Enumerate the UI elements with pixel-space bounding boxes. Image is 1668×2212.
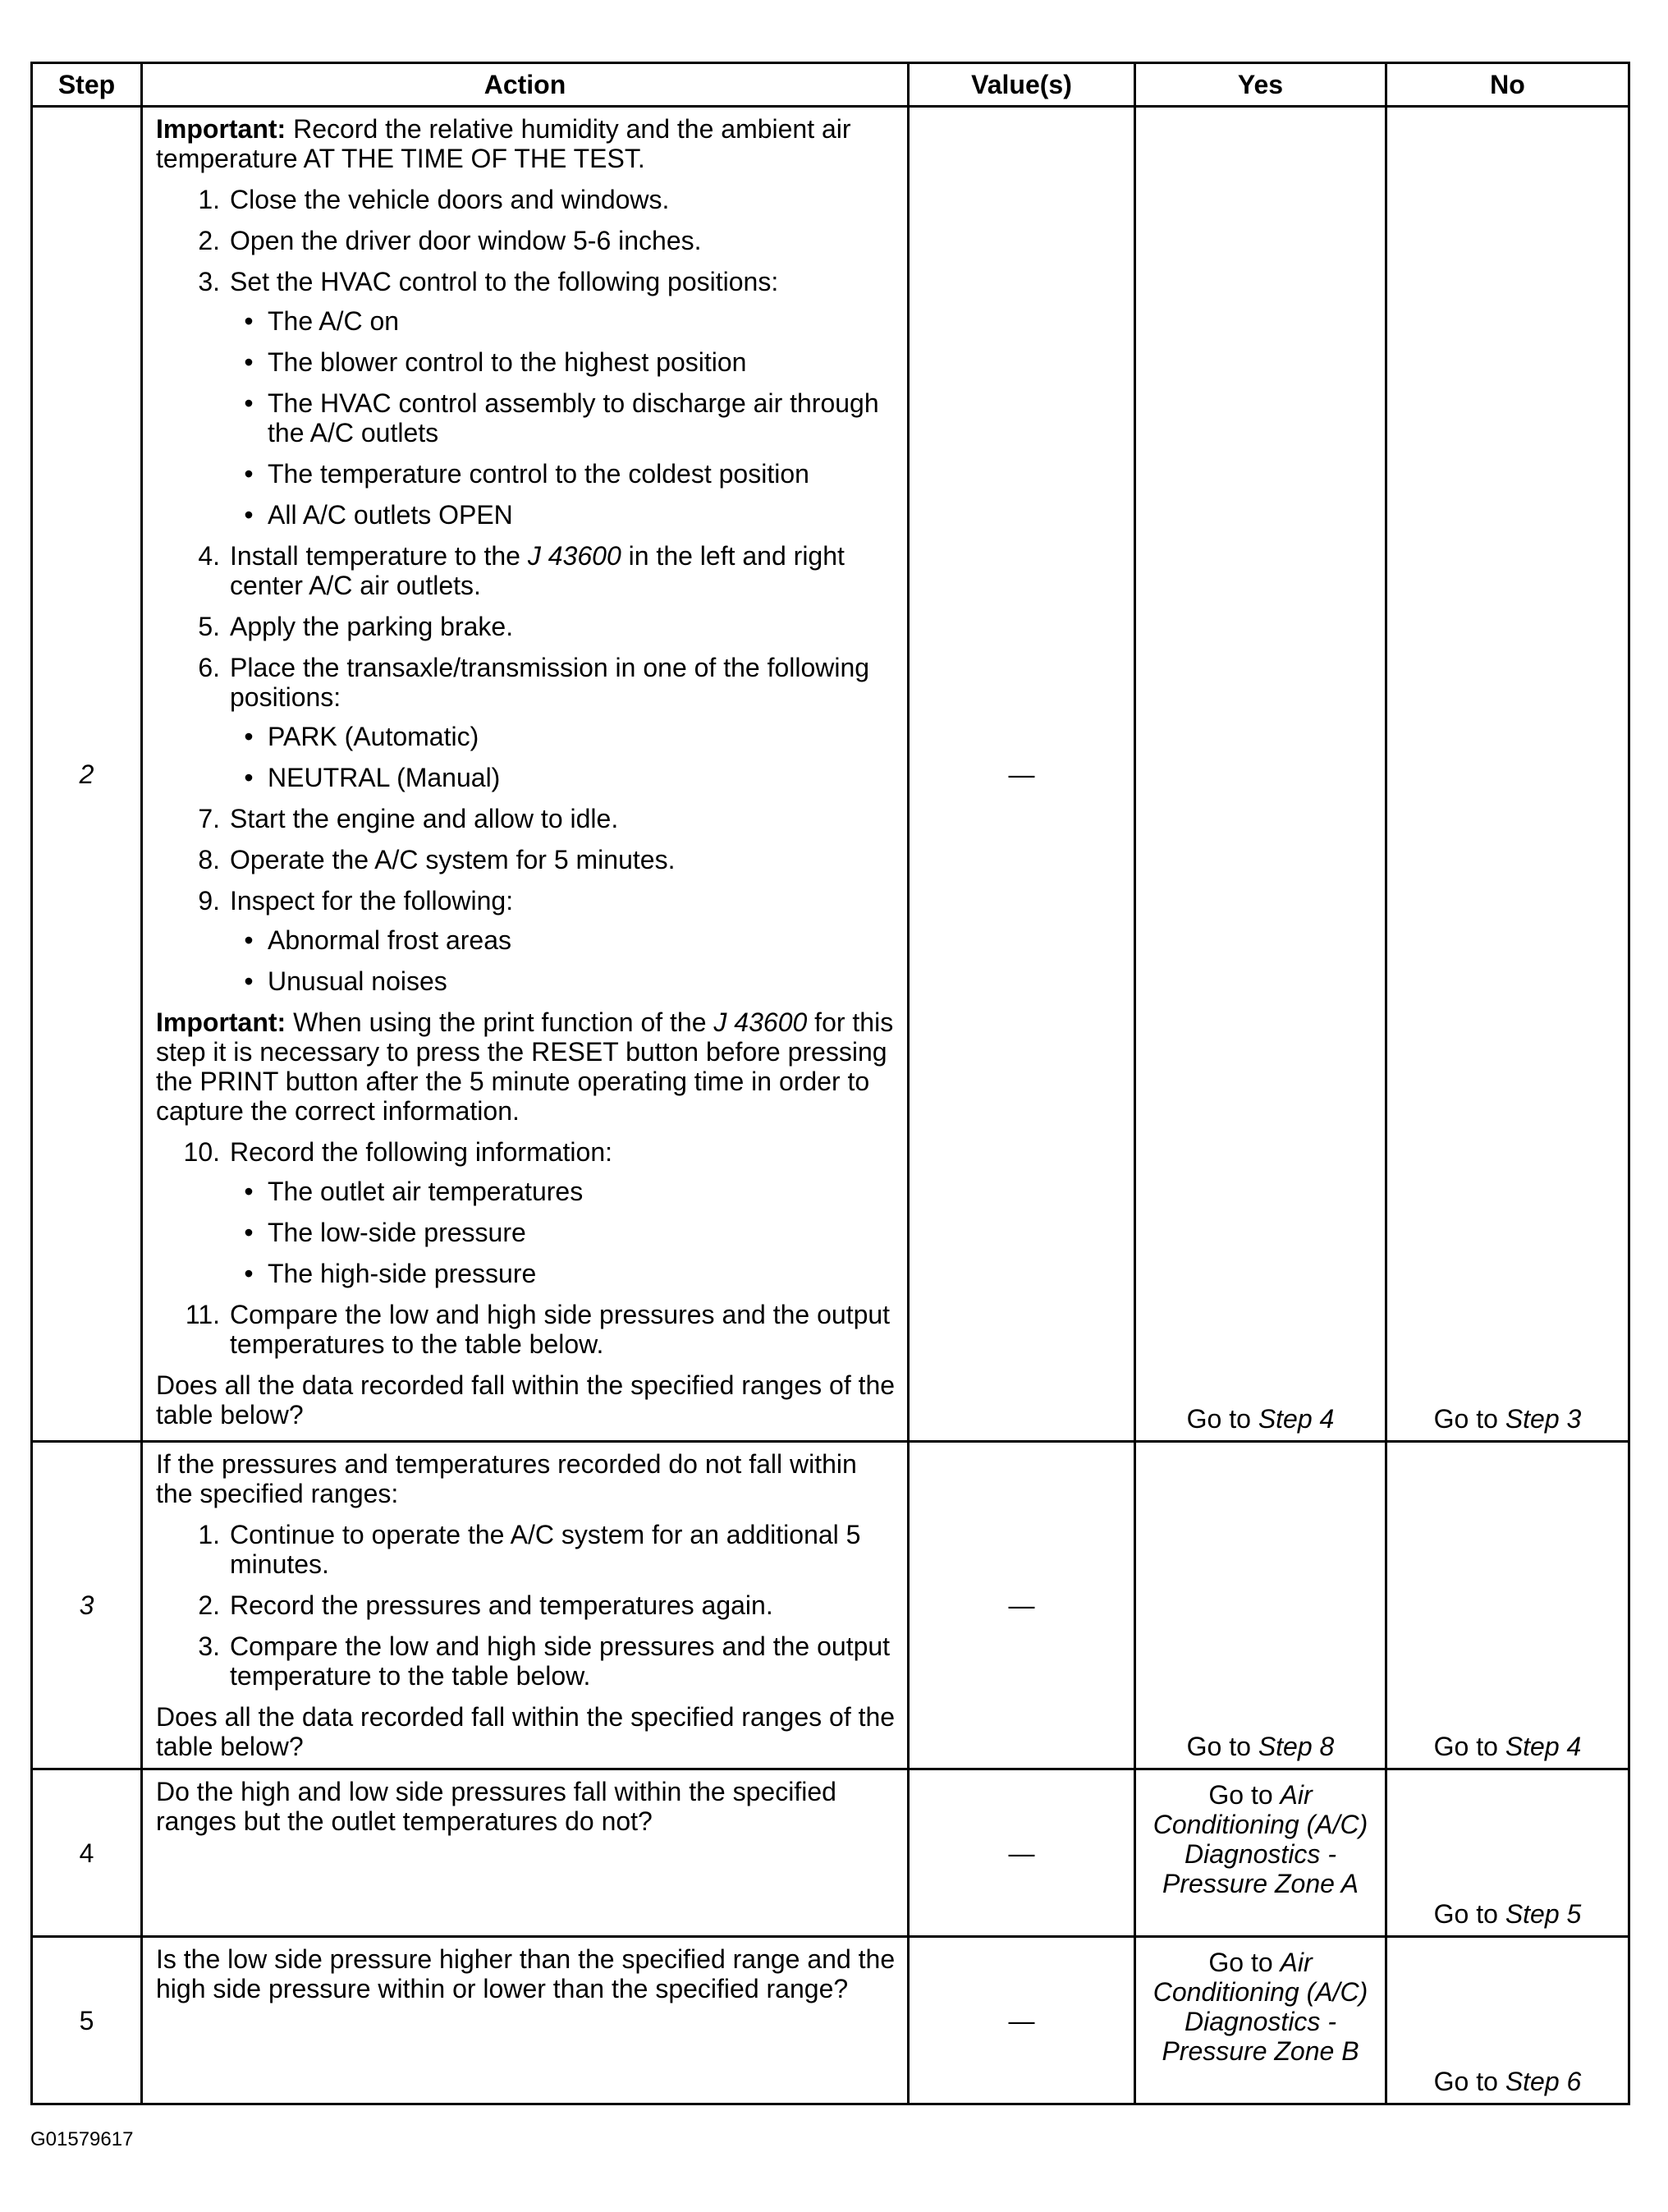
step-number: 2	[32, 107, 142, 1442]
step-link[interactable]: Step 5	[1505, 1899, 1582, 1929]
header-row	[32, 63, 1629, 107]
bullet-item: • The blower control to the highest position	[244, 347, 747, 377]
step-link[interactable]: Step 3	[1505, 1404, 1582, 1434]
list-item: 6. Place the transaxle/transmission in one of the following positions: • PARK (Automatic) • NEUTRAL (Manual)	[156, 653, 899, 792]
header-values: Value(s)	[909, 63, 1135, 107]
header-yes: Yes	[1135, 63, 1386, 107]
no-cell: Go to Step 6	[1386, 1937, 1629, 2104]
list-item: 3. Set the HVAC control to the following positions: • The A/C on • The blower control to the highest position • The HVAC control assembly to discharge air through the A/C outlets • The temperature control to the coldest position • All A/C outlets OPEN	[156, 267, 899, 530]
bullet-list	[230, 722, 899, 792]
intro-text: If the pressures and temperatures recorded do not fall within the specified ranges:	[156, 1449, 857, 1508]
bullet-item: • Abnormal frost areas	[244, 925, 512, 955]
important-note: Important: Record the relative humidity and the ambient air temperature AT THE TIME OF THE TEST.	[156, 114, 851, 173]
step-row-3	[32, 1442, 1629, 1769]
list-item: 8. Operate the A/C system for 5 minutes.	[198, 845, 676, 874]
list-item: 7. Start the engine and allow to idle.	[198, 804, 619, 833]
list-item: 1. Close the vehicle doors and windows.	[198, 185, 670, 214]
yes-cell: Go to Step 8	[1135, 1442, 1386, 1769]
step-link[interactable]: Step 4	[1258, 1404, 1335, 1434]
step-link[interactable]: Step 8	[1258, 1732, 1335, 1761]
list-item: 3. Compare the low and high side pressures and the output temperature to the table below.	[198, 1631, 891, 1691]
diagnostic-link[interactable]: Air Conditioning (A/C) Diagnostics - Pressure Zone A	[1152, 1780, 1368, 1898]
bullet-item: • PARK (Automatic)	[244, 722, 479, 751]
question-text: Is the low side pressure higher than the specified range and the high side pressure within or lower than the specified range?	[156, 1944, 896, 2003]
action-cell	[142, 1937, 909, 2104]
bullet-item: • All A/C outlets OPEN	[244, 500, 513, 530]
action-cell	[142, 1442, 909, 1769]
no-cell: Go to Step 4	[1386, 1442, 1629, 1769]
procedure-list	[156, 185, 899, 996]
question-text: Does all the data recorded fall within the specified ranges of the table below?	[156, 1702, 896, 1761]
list-item: 9. Inspect for the following: • Abnormal frost areas • Unusual noises	[156, 886, 899, 996]
bullet-item: • The A/C on	[244, 306, 400, 336]
step-number: 5	[32, 1937, 142, 2104]
value-cell: —	[909, 107, 1135, 1442]
value-cell: —	[909, 1769, 1135, 1937]
value-cell: —	[909, 1442, 1135, 1769]
diagnostic-table	[30, 62, 1630, 2105]
list-item: 2. Record the pressures and temperatures again.	[198, 1590, 773, 1620]
step-link[interactable]: Step 6	[1505, 2067, 1582, 2096]
list-item: 5. Apply the parking brake.	[198, 612, 514, 641]
step-number: 4	[32, 1769, 142, 1937]
step-link[interactable]: Step 4	[1505, 1732, 1582, 1761]
yes-cell: Go to Air Conditioning (A/C) Diagnostics - Pressure Zone A	[1135, 1769, 1386, 1937]
step-number: 3	[32, 1442, 142, 1769]
bullet-item: • The HVAC control assembly to discharge air through the A/C outlets	[244, 388, 879, 447]
list-item: 2. Open the driver door window 5-6 inches.	[198, 226, 702, 255]
step-row-5	[32, 1937, 1629, 2104]
procedure-list	[156, 1137, 899, 1359]
bullet-list	[230, 306, 899, 530]
bullet-item: • The temperature control to the coldest position	[244, 459, 809, 489]
step-row-2	[32, 107, 1629, 1442]
bullet-item: • Unusual noises	[244, 966, 447, 996]
step-row-4	[32, 1769, 1629, 1937]
header-no: No	[1386, 63, 1629, 107]
bullet-item: • The low-side pressure	[244, 1218, 526, 1247]
list-item: 1. Continue to operate the A/C system for an additional 5 minutes.	[198, 1520, 861, 1579]
bullet-list	[230, 1177, 899, 1288]
list-item: 4. Install temperature to the J 43600 in the left and right center A/C air outlets.	[198, 541, 845, 600]
question-text: Does all the data recorded fall within the specified ranges of the table below?	[156, 1370, 896, 1430]
bullet-item: • NEUTRAL (Manual)	[244, 763, 501, 792]
bullet-item: • The high-side pressure	[244, 1259, 537, 1288]
question-text: Do the high and low side pressures fall within the specified ranges but the outlet temperatures do not?	[156, 1777, 836, 1836]
header-step: Step	[32, 63, 142, 107]
list-item: 11. Compare the low and high side pressures and the output temperatures to the table below.	[185, 1300, 891, 1359]
action-cell	[142, 107, 909, 1442]
figure-id: G01579617	[30, 2128, 134, 2150]
no-cell: Go to Step 5	[1386, 1769, 1629, 1937]
list-item: 10. Record the following information: • The outlet air temperatures • The low-side pressure • The high-side pressure	[156, 1137, 899, 1288]
action-cell	[142, 1769, 909, 1937]
bullet-item: • The outlet air temperatures	[244, 1177, 584, 1206]
diagnostic-link[interactable]: Air Conditioning (A/C) Diagnostics - Pressure Zone B	[1152, 1948, 1368, 2066]
yes-cell: Go to Air Conditioning (A/C) Diagnostics - Pressure Zone B	[1135, 1937, 1386, 2104]
header-action: Action	[142, 63, 909, 107]
bullet-list	[230, 925, 899, 996]
important-note: Important: When using the print function of the J 43600 for this step it is necessary to press the RESET button before pressing the PRINT button after the 5 minute operating time in order to capture the correct information.	[156, 1007, 894, 1126]
yes-cell: Go to Step 4	[1135, 107, 1386, 1442]
no-cell: Go to Step 3	[1386, 107, 1629, 1442]
value-cell: —	[909, 1937, 1135, 2104]
procedure-list	[156, 1520, 899, 1691]
